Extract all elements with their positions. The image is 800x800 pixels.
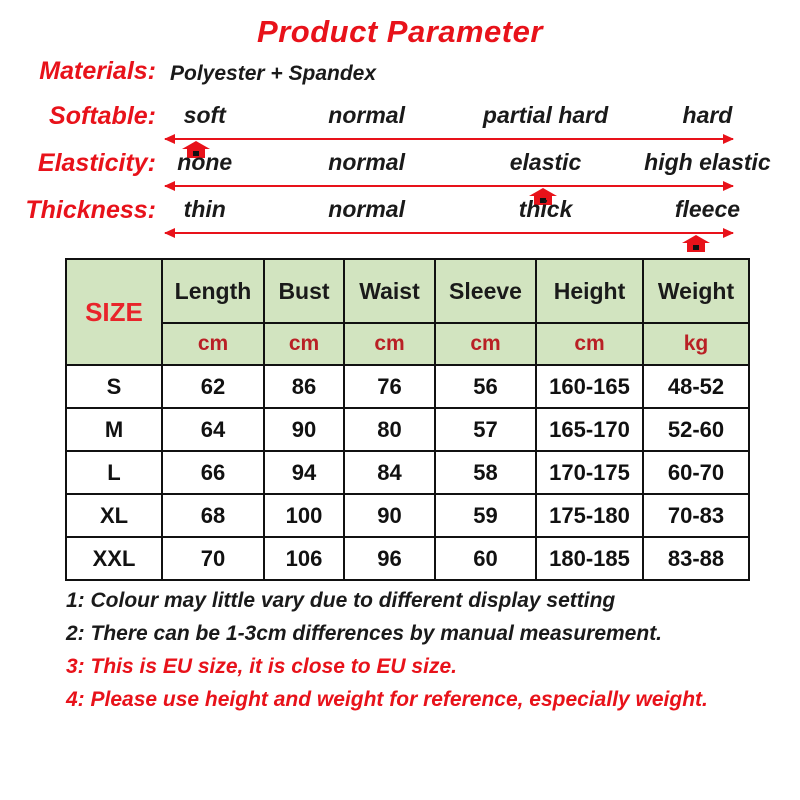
scale-option: fleece	[674, 196, 741, 222]
materials-value: Polyester + Spandex	[170, 62, 377, 85]
cell: 70-83	[643, 494, 749, 537]
elasticity-label: Elasticity:	[37, 149, 156, 177]
note-4: 4: Please use height and weight for reference, especially weight.	[66, 688, 708, 711]
size-cell: M	[66, 408, 162, 451]
thickness-label: Thickness:	[25, 196, 156, 224]
note-3: 3: This is EU size, it is close to EU size.	[66, 655, 457, 678]
cell: 56	[435, 365, 536, 408]
size-column-header: SIZE	[66, 259, 162, 365]
unit-label: kg	[643, 323, 749, 365]
materials-label: Materials:	[39, 57, 156, 85]
cell: 59	[435, 494, 536, 537]
unit-label: cm	[435, 323, 536, 365]
cell: 48-52	[643, 365, 749, 408]
cell: 100	[264, 494, 344, 537]
cell: 165-170	[536, 408, 643, 451]
cell: 62	[162, 365, 264, 408]
cell: 180-185	[536, 537, 643, 580]
unit-label: cm	[344, 323, 435, 365]
header-row	[66, 259, 749, 323]
cell: 170-175	[536, 451, 643, 494]
cell: 96	[344, 537, 435, 580]
cell: 66	[162, 451, 264, 494]
unit-label: cm	[264, 323, 344, 365]
scale-option: hard	[682, 102, 733, 128]
cell: 84	[344, 451, 435, 494]
cell: 86	[264, 365, 344, 408]
thickness-scale	[165, 196, 741, 258]
cell: 58	[435, 451, 536, 494]
table-row-s	[66, 365, 749, 408]
units-row	[66, 323, 749, 365]
scale-option: high elastic	[644, 149, 771, 175]
size-cell: XXL	[66, 537, 162, 580]
size-table	[65, 258, 750, 581]
note-2: 2: There can be 1-3cm differences by manual measurement.	[66, 622, 663, 645]
scale-option: normal	[328, 196, 405, 222]
double-arrow-line	[165, 185, 733, 187]
cell: 106	[264, 537, 344, 580]
cell: 60	[435, 537, 536, 580]
double-arrow-line	[165, 138, 733, 140]
column-header-length: Length	[162, 259, 264, 323]
table-row-m	[66, 408, 749, 451]
thickness-scale-row	[0, 196, 800, 258]
note-1: 1: Colour may little vary due to different display setting	[66, 589, 616, 612]
column-header-waist: Waist	[344, 259, 435, 323]
size-cell: XL	[66, 494, 162, 537]
cell: 52-60	[643, 408, 749, 451]
column-header-sleeve: Sleeve	[435, 259, 536, 323]
cell: 68	[162, 494, 264, 537]
scale-option: normal	[328, 149, 405, 175]
scale-option: soft	[183, 102, 226, 128]
table-row-xxl	[66, 537, 749, 580]
cell: 94	[264, 451, 344, 494]
notes-section	[66, 584, 708, 716]
cell: 80	[344, 408, 435, 451]
scale-option: partial hard	[482, 102, 609, 128]
page-title: Product Parameter	[257, 14, 543, 49]
scale-option: thin	[183, 196, 226, 222]
double-arrow-line	[165, 232, 733, 234]
scale-option: normal	[328, 102, 405, 128]
cell: 90	[264, 408, 344, 451]
scale-option: elastic	[509, 149, 582, 175]
size-cell: S	[66, 365, 162, 408]
cell: 76	[344, 365, 435, 408]
column-header-weight: Weight	[643, 259, 749, 323]
cell: 60-70	[643, 451, 749, 494]
unit-label: cm	[536, 323, 643, 365]
table-row-xl	[66, 494, 749, 537]
cell: 64	[162, 408, 264, 451]
cell: 70	[162, 537, 264, 580]
cell: 160-165	[536, 365, 643, 408]
cell: 175-180	[536, 494, 643, 537]
table-row-l	[66, 451, 749, 494]
cell: 83-88	[643, 537, 749, 580]
size-cell: L	[66, 451, 162, 494]
unit-label: cm	[162, 323, 264, 365]
cell: 90	[344, 494, 435, 537]
scale-option: none	[177, 149, 233, 175]
scale-option: thick	[518, 196, 573, 222]
column-header-height: Height	[536, 259, 643, 323]
softable-label: Softable:	[49, 102, 156, 130]
cell: 57	[435, 408, 536, 451]
selected-marker-icon	[682, 235, 710, 252]
column-header-bust: Bust	[264, 259, 344, 323]
